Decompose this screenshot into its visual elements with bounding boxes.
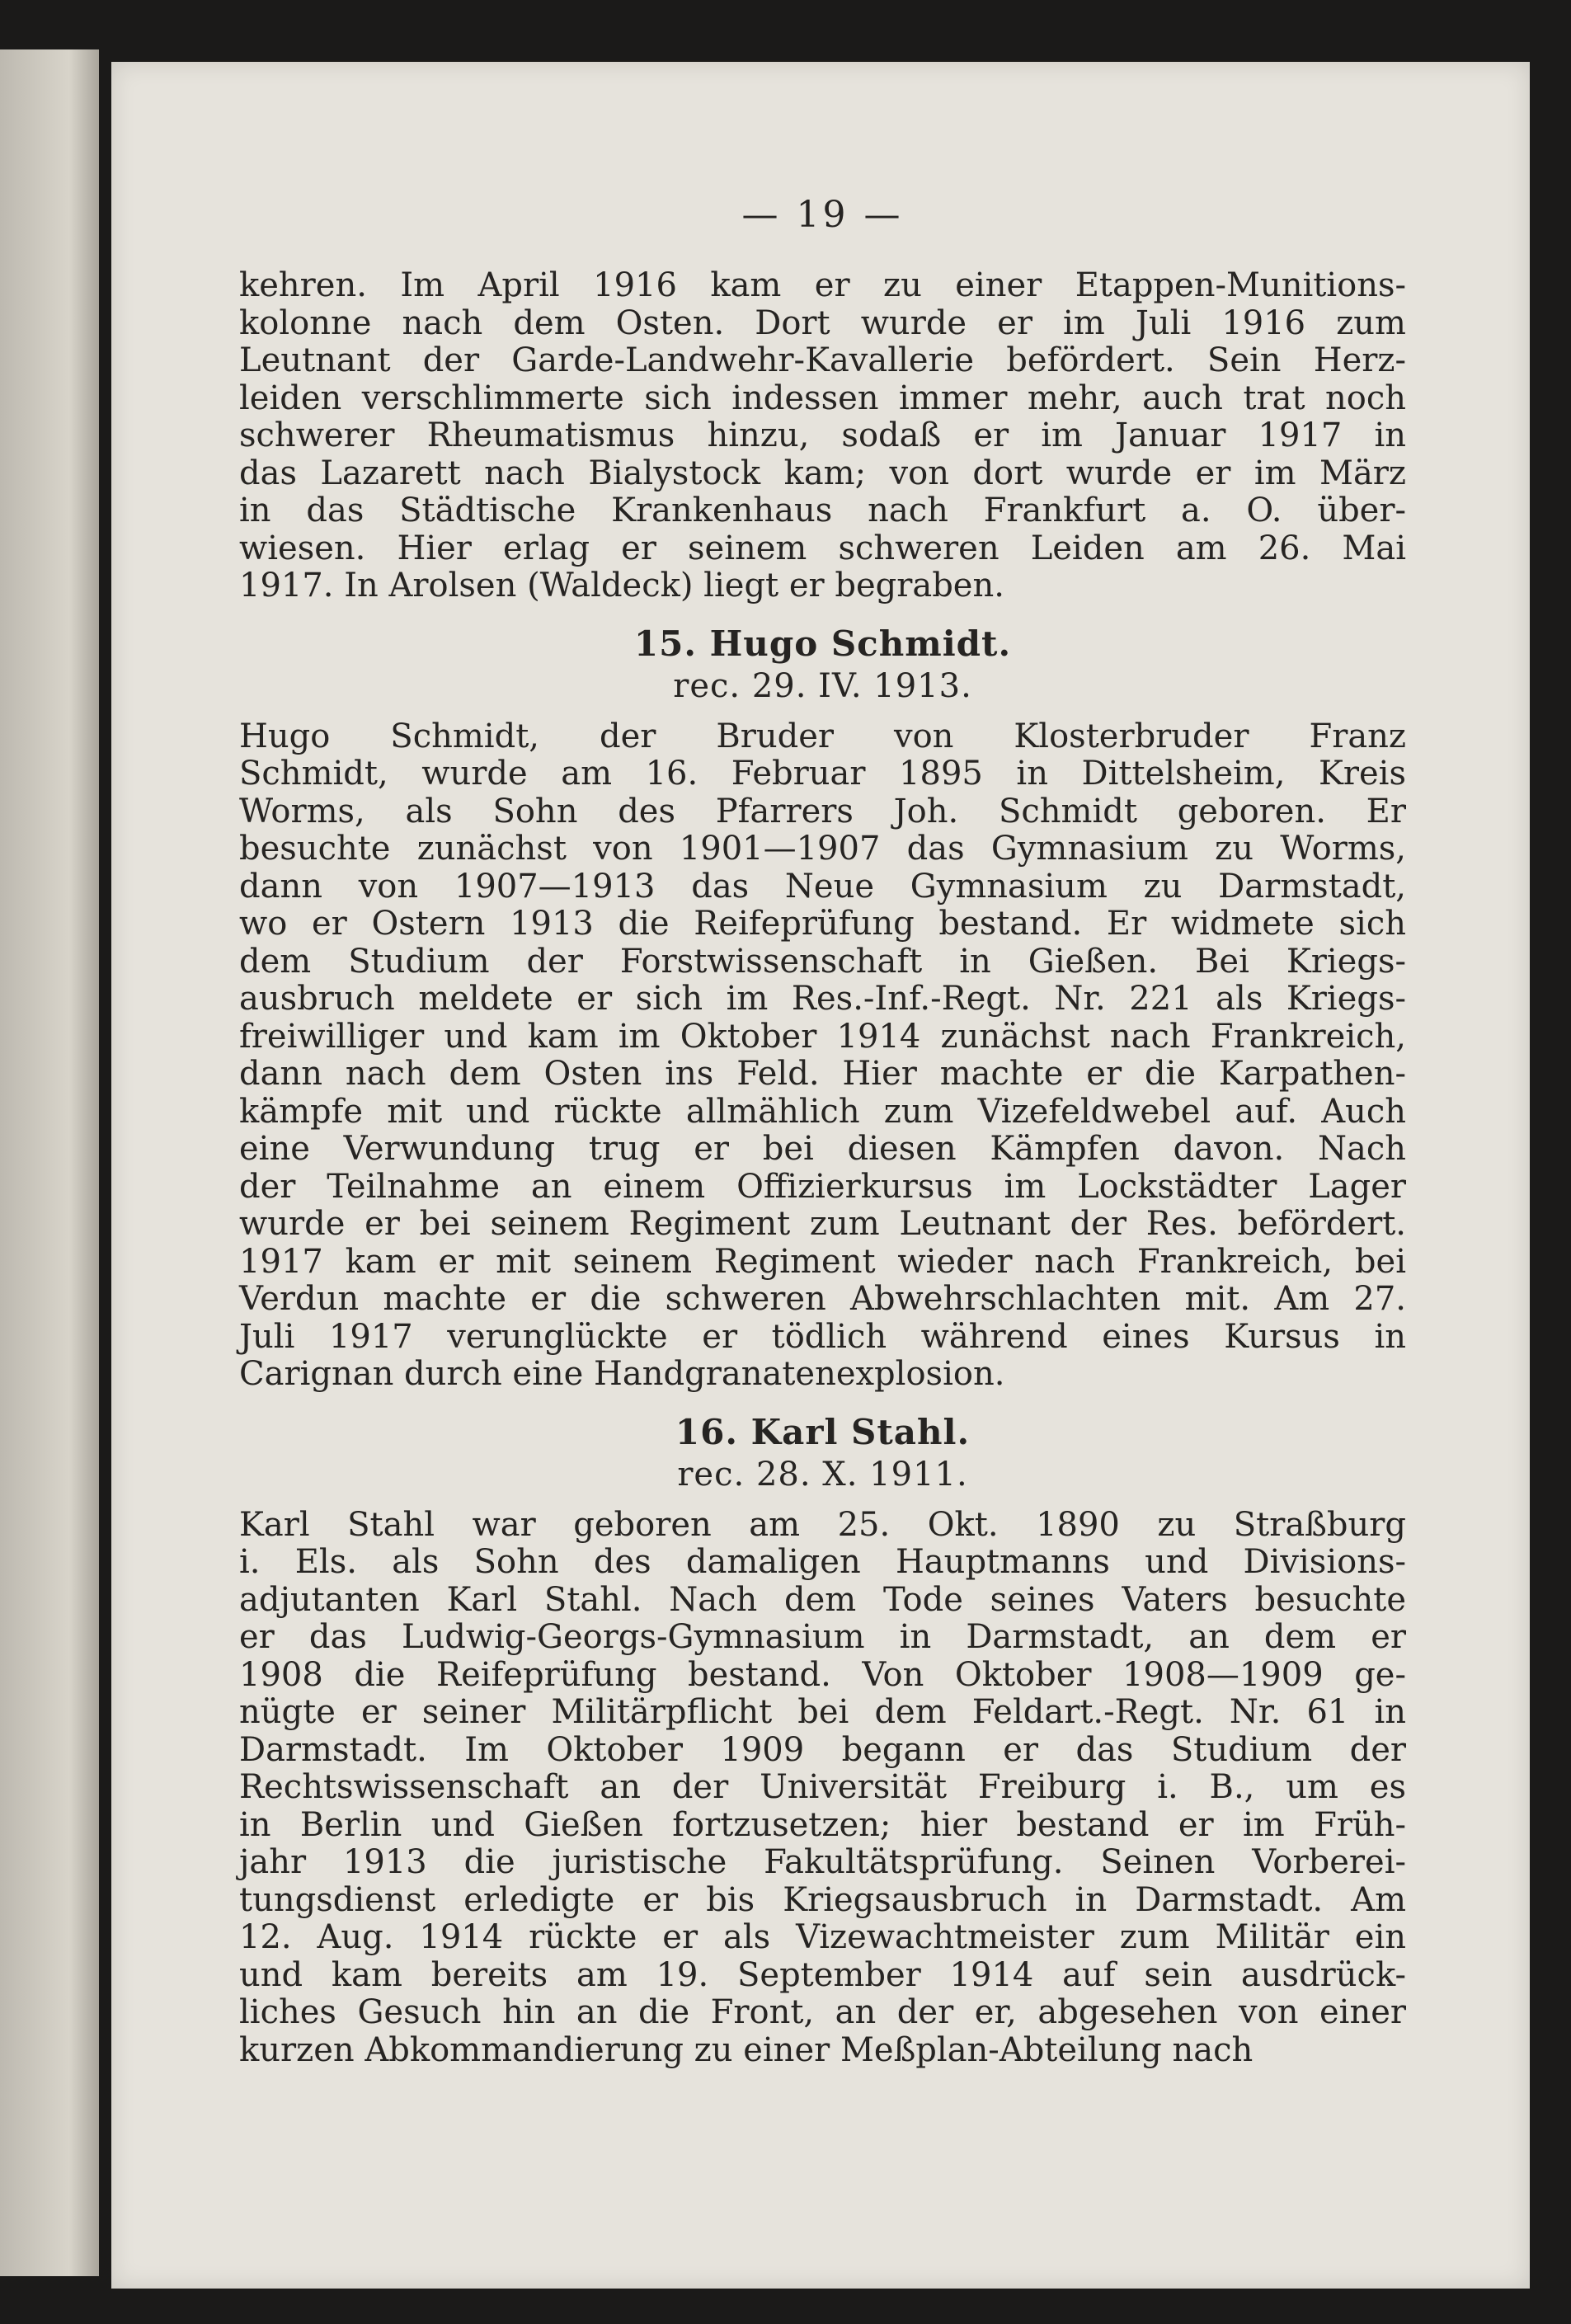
text-line: adjutanten Karl Stahl. Nach dem Tode seines Vaters besuchte bbox=[239, 1580, 1406, 1619]
text-line: kehren. Im April 1916 kam er zu einer Etappen-Munitions- bbox=[239, 266, 1406, 304]
text-line: Rechtswissenschaft an der Universität Freiburg i. B., um es bbox=[239, 1768, 1406, 1806]
section-continuation bbox=[239, 267, 1406, 605]
text-line: leiden verschlimmerte sich indessen immer mehr, auch trat noch bbox=[239, 379, 1406, 417]
text-line: der Teilnahme an einem Offizierkursus im Lockstädter Lager bbox=[239, 1167, 1406, 1206]
text-line: Juli 1917 verunglückte er tödlich während eines Kursus in bbox=[239, 1317, 1406, 1356]
text-line: kurzen Abkommandierung zu einer Meßplan-Abteilung nach bbox=[239, 2030, 1254, 2069]
section-heading: 15. Hugo Schmidt. bbox=[633, 623, 1012, 664]
text-line: wiesen. Hier erlag er seinem schweren Leiden am 26. Mai bbox=[239, 529, 1406, 567]
paragraph bbox=[239, 718, 1406, 1394]
text-line: wurde er bei seinem Regiment zum Leutnant der Res. befördert. bbox=[239, 1205, 1406, 1243]
text-line: und kam bereits am 19. September 1914 auf sein ausdrück- bbox=[239, 1955, 1406, 1994]
text-line: besuchte zunächst von 1901—1907 das Gymnasium zu Worms, bbox=[239, 830, 1406, 868]
text-line: liches Gesuch hin an die Front, an der er, abgesehen von einer bbox=[239, 1993, 1406, 2031]
text-line: Schmidt, wurde am 16. Februar 1895 in Dittelsheim, Kreis bbox=[239, 755, 1406, 793]
text-line: schwerer Rheumatismus hinzu, sodaß er im Januar 1917 in bbox=[239, 416, 1406, 454]
text-line: 1917. In Arolsen (Waldeck) liegt er begraben. bbox=[239, 567, 1004, 605]
text-line: das Lazarett nach Bialystock kam; von dort wurde er im März bbox=[239, 454, 1406, 492]
section-karl-stahl bbox=[239, 1412, 1406, 2070]
paragraph bbox=[239, 1507, 1406, 2070]
text-line: in das Städtische Krankenhaus nach Frankfurt a. O. über- bbox=[239, 492, 1406, 529]
text-line: jahr 1913 die juristische Fakultätsprüfung. Seinen Vorberei- bbox=[239, 1843, 1406, 1881]
text-line: freiwilliger und kam im Oktober 1914 zunächst nach Frankreich, bbox=[239, 1017, 1406, 1056]
text-line: Verdun machte er die schweren Abwehrschlachten mit. Am 27. bbox=[239, 1280, 1406, 1318]
text-line: er das Ludwig-Georgs-Gymnasium in Darmstadt, an dem er bbox=[239, 1618, 1406, 1656]
text-line: kolonne nach dem Osten. Dort wurde er im Juli 1916 zum bbox=[239, 303, 1406, 342]
text-line: Worms, als Sohn des Pfarrers Joh. Schmidt geboren. Er bbox=[239, 792, 1406, 830]
text-line: kämpfe mit und rückte allmählich zum Vizefeldwebel auf. Auch bbox=[239, 1092, 1406, 1131]
facing-page-edge bbox=[0, 49, 99, 2276]
text-line: dann nach dem Osten ins Feld. Hier machte er die Karpathen- bbox=[239, 1055, 1406, 1093]
paragraph bbox=[239, 267, 1406, 605]
text-line: Darmstadt. Im Oktober 1909 begann er das Studium der bbox=[239, 1730, 1406, 1769]
text-line: nügte er seiner Militärpflicht bei dem Feldart.-Regt. Nr. 61 in bbox=[239, 1693, 1406, 1731]
rec-date: rec. 29. IV. 1913. bbox=[673, 666, 972, 705]
text-line: Hugo Schmidt, der Bruder von Klosterbruder Franz bbox=[239, 717, 1406, 755]
text-line: tungsdienst erledigte er bis Kriegsausbruch in Darmstadt. Am bbox=[239, 1880, 1406, 1919]
text-line: Carignan durch eine Handgranatenexplosion. bbox=[239, 1355, 1005, 1393]
page-number: — 19 — bbox=[741, 194, 904, 236]
section-hugo-schmidt bbox=[239, 623, 1406, 1394]
page-content bbox=[239, 194, 1406, 2069]
book-page bbox=[111, 62, 1530, 2289]
text-line: 1917 kam er mit seinem Regiment wieder nach Frankreich, bei bbox=[239, 1242, 1406, 1281]
text-line: i. Els. als Sohn des damaligen Hauptmanns und Divisions- bbox=[239, 1543, 1406, 1581]
text-line: eine Verwundung trug er bei diesen Kämpfen davon. Nach bbox=[239, 1130, 1406, 1168]
section-heading: 16. Karl Stahl. bbox=[675, 1411, 971, 1452]
text-line: Leutnant der Garde-Landwehr-Kavallerie befördert. Sein Herz- bbox=[239, 341, 1406, 379]
text-line: wo er Ostern 1913 die Reifeprüfung bestand. Er widmete sich bbox=[239, 905, 1406, 943]
text-line: Karl Stahl war geboren am 25. Okt. 1890 zu Straßburg bbox=[239, 1505, 1406, 1544]
text-line: dem Studium der Forstwissenschaft in Gießen. Bei Kriegs- bbox=[239, 942, 1406, 981]
text-line: in Berlin und Gießen fortzusetzen; hier bestand er im Früh- bbox=[239, 1805, 1406, 1844]
text-line: dann von 1907—1913 das Neue Gymnasium zu Darmstadt, bbox=[239, 867, 1406, 906]
text-line: 12. Aug. 1914 rückte er als Vizewachtmeister zum Militär ein bbox=[239, 1918, 1406, 1956]
rec-date: rec. 28. X. 1911. bbox=[677, 1455, 968, 1494]
text-line: ausbruch meldete er sich im Res.-Inf.-Regt. Nr. 221 als Kriegs- bbox=[239, 980, 1406, 1018]
text-line: 1908 die Reifeprüfung bestand. Von Oktober 1908—1909 ge- bbox=[239, 1655, 1406, 1694]
